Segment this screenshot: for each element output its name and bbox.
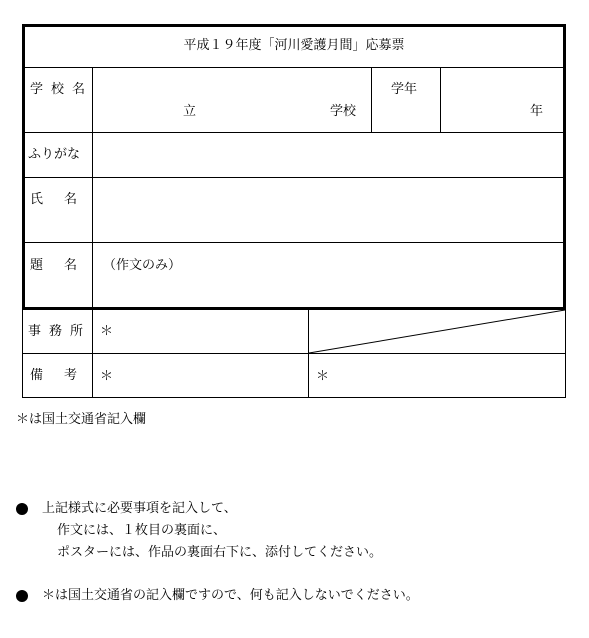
admin-border-left: [22, 310, 23, 398]
bullet-icon: [16, 590, 28, 602]
remarks-value-1: ＊: [100, 369, 114, 384]
name-label: 氏 名: [30, 192, 82, 207]
remarks-value-2: ＊: [316, 369, 330, 384]
admin-border-right: [565, 310, 566, 398]
instruction-2: ＊は国土交通省の記入欄ですので、何も記入しないでください。: [42, 588, 419, 603]
column-divider: [440, 67, 441, 132]
row-divider: [24, 132, 565, 133]
furigana-label: ふりがな: [28, 147, 81, 162]
instruction-1-line-3: ポスターには、作品の裏面右下に、添付してください。: [57, 545, 383, 560]
footnote: ＊は国土交通省記入欄: [16, 412, 147, 427]
office-value: ＊: [100, 324, 114, 339]
grade-suffix: 年: [530, 104, 544, 119]
school-name-field[interactable]: [94, 69, 370, 131]
row-divider: [24, 67, 565, 68]
grade-field[interactable]: [442, 69, 562, 131]
theme-field[interactable]: [94, 244, 562, 306]
column-divider: [371, 67, 372, 132]
form-title: 平成１９年度「河川愛護月間」応募票: [183, 38, 405, 53]
row-divider: [24, 177, 565, 178]
school-suffix-ritsu: 立: [183, 104, 197, 119]
instruction-1-line-1: 上記様式に必要事項を記入して、: [42, 501, 237, 516]
admin-column-divider: [92, 310, 93, 398]
column-divider: [92, 67, 93, 309]
diagonal-strike: [309, 310, 565, 354]
remarks-label: 備 考: [30, 368, 82, 383]
instruction-1-line-2: 作文には、１枚目の裏面に、: [57, 523, 227, 538]
grade-label: 学年: [391, 82, 418, 97]
theme-note: （作文のみ）: [103, 258, 182, 273]
office-label: 事務所: [28, 324, 92, 339]
school-name-label: 学校名: [30, 82, 94, 97]
form-border-top: [22, 24, 566, 27]
name-field[interactable]: [94, 179, 562, 241]
row-divider: [24, 242, 565, 243]
school-suffix-gakko: 学校: [330, 104, 357, 119]
furigana-field[interactable]: [94, 134, 562, 176]
admin-border-bottom: [22, 397, 566, 398]
theme-label: 題 名: [30, 258, 82, 273]
bullet-icon: [16, 503, 28, 515]
